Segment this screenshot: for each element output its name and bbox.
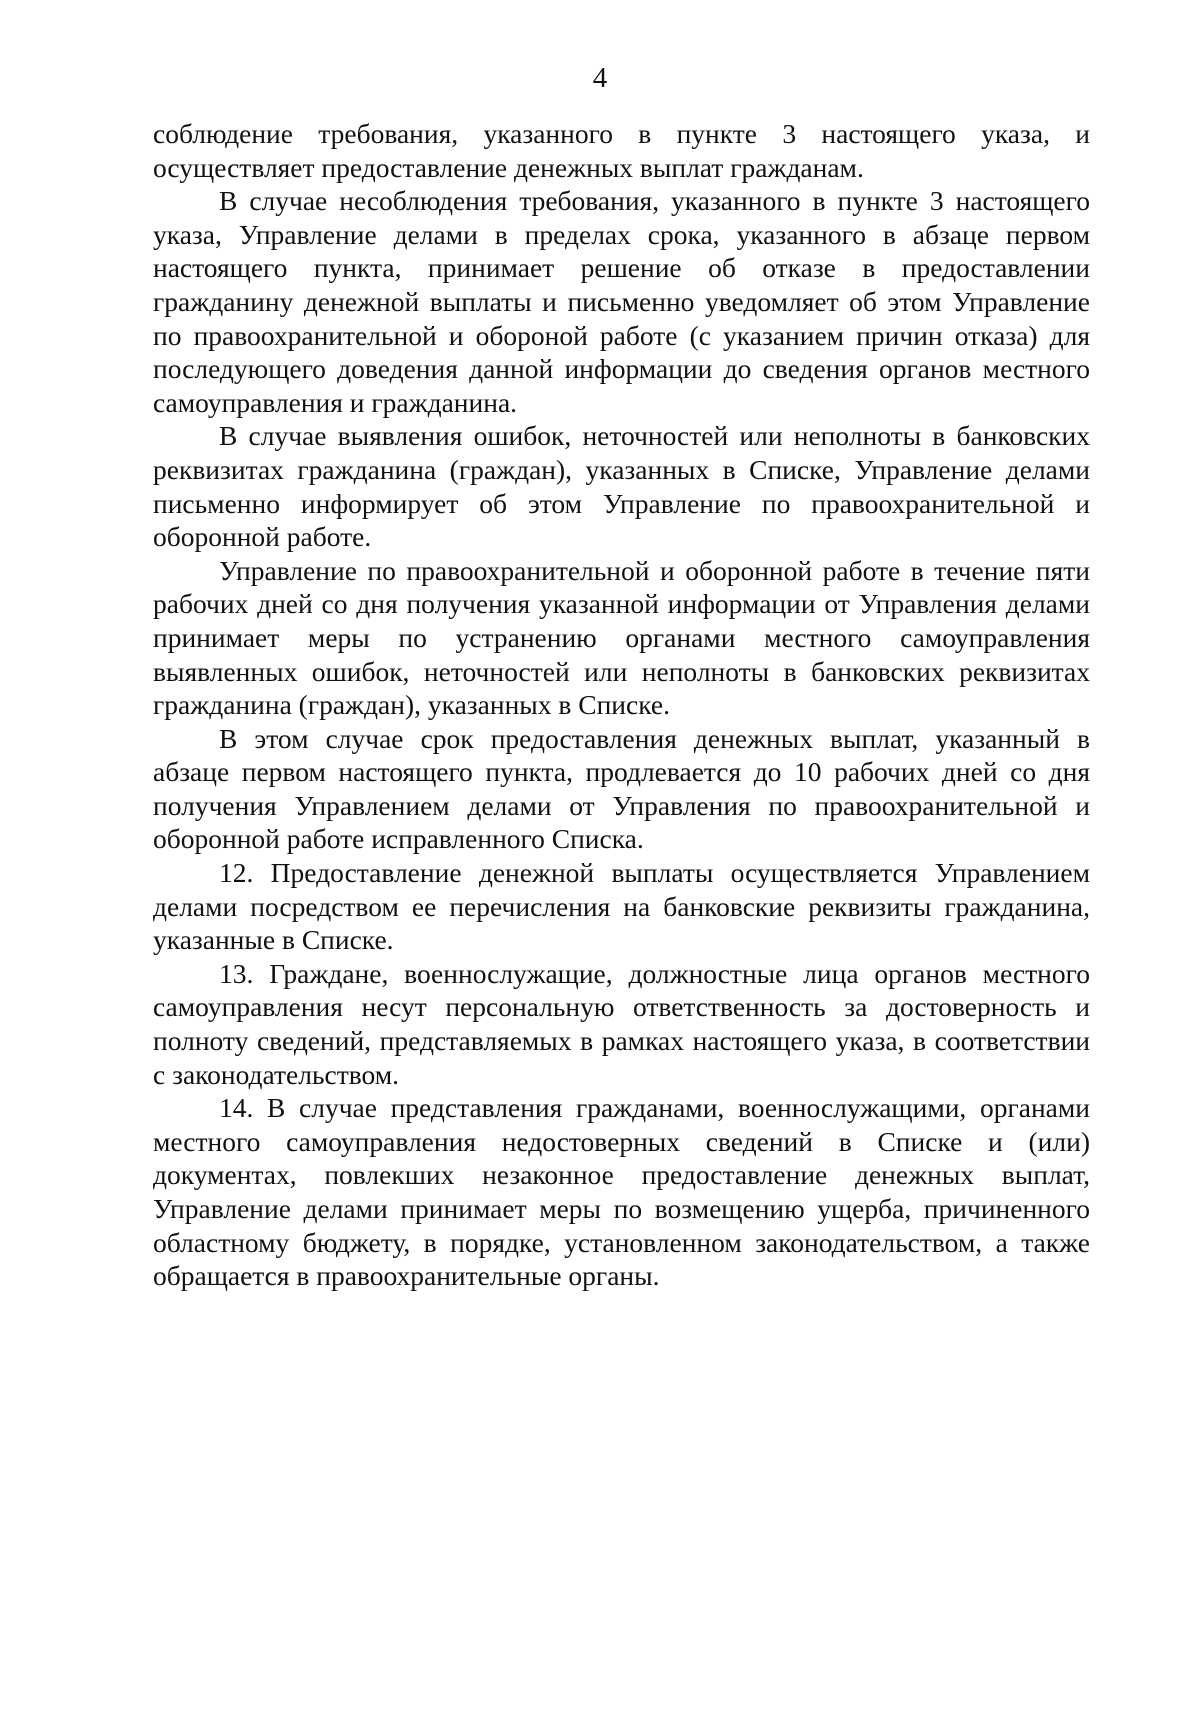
- paragraph-refusal: В случае несоблюдения требования, указанного в пункте 3 настоящего указа, Управление делами в пределах срока, указанного в абзаце первом настоящего пункта, принимает решение об отказе в предоставлении гражданину денежной выплаты и письменно уведомляет об этом Управление по правоохранительной и обороной работе (с указанием причин отказа) для последующего доведения данной информации до сведения органов местного самоуправления и гражданина.: [153, 185, 1090, 418]
- paragraph-continuation: соблюдение требования, указанного в пункте 3 настоящего указа, и осуществляет предоставление денежных выплат гражданам.: [153, 118, 1090, 183]
- page-number: 4: [592, 62, 608, 94]
- document-body: [153, 117, 1090, 1293]
- paragraph-14: 14. В случае представления гражданами, военнослужащими, органами местного самоуправления недостоверных сведений в Списке и (или) документах, повлекших незаконное предоставление денежных выплат, Управление делами принимает меры по возмещению ущерба, причиненного областному бюджету, в порядке, установленном законодательством, а также обращается в правоохранительные органы.: [153, 1092, 1090, 1292]
- paragraph-term-extension: В этом случае срок предоставления денежных выплат, указанный в абзаце первом настоящего пункта, продлевается до 10 рабочих дней со дня получения Управлением делами от Управления по правоохранительной и оборонной работе исправленного Списка.: [153, 722, 1090, 855]
- paragraph-error-correction: Управление по правоохранительной и оборонной работе в течение пяти рабочих дней со дня получения указанной информации от Управления делами принимает меры по устранению органами местного самоуправления выявленных ошибок, неточностей или неполноты в банковских реквизитах гражданина (граждан), указанных в Списке.: [153, 554, 1090, 721]
- paragraph-12: 12. Предоставление денежной выплаты осуществляется Управлением делами посредством ее перечисления на банковские реквизиты гражданина, указанные в Списке.: [153, 857, 1090, 956]
- paragraph-bank-errors: В случае выявления ошибок, неточностей или неполноты в банковских реквизитах гражданина (граждан), указанных в Списке, Управление делами письменно информирует об этом Управление по правоохранительной и оборонной работе.: [153, 420, 1090, 553]
- paragraph-13: 13. Граждане, военнослужащие, должностные лица органов местного самоуправления несут персональную ответственность за достоверность и полноту сведений, представляемых в рамках настоящего указа, в соответствии с законодательством.: [153, 957, 1090, 1090]
